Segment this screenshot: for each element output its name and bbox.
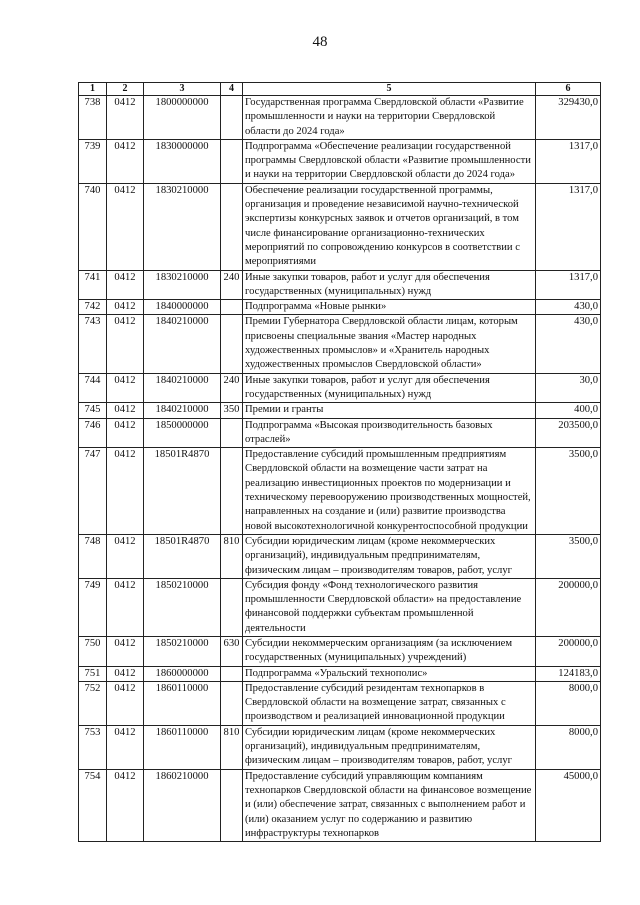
section-code-cell: 0412 [107,139,144,183]
expense-type-cell [221,578,243,636]
table-row [79,315,601,373]
row-number-cell: 741 [79,270,107,300]
row-number-cell: 753 [79,725,107,769]
section-code-cell: 0412 [107,270,144,300]
section-code-cell: 0412 [107,315,144,373]
section-code-cell: 0412 [107,534,144,578]
table-header-row [79,83,601,96]
item-name-cell: Подпрограмма «Высокая производительность базовых отраслей» [243,418,536,448]
target-article-cell: 18501R4870 [144,448,221,535]
item-name-cell: Субсидии юридическим лицам (кроме некоммерческих организаций), индивидуальным предпринимателям, физическим лицам – производителям товаров, работ, услуг [243,534,536,578]
page-number: 48 [312,34,328,50]
expense-type-cell: 810 [221,534,243,578]
table-row [79,725,601,769]
item-name-cell: Премии и гранты [243,403,536,418]
row-number-cell: 745 [79,403,107,418]
item-name-cell: Иные закупки товаров, работ и услуг для обеспечения государственных (муниципальных) нужд [243,270,536,300]
amount-cell: 203500,0 [536,418,601,448]
expense-type-cell [221,681,243,725]
amount-cell: 3500,0 [536,534,601,578]
section-code-cell: 0412 [107,373,144,403]
item-name-cell: Предоставление субсидий управляющим компаниям технопарков Свердловской области на финансовое возмещение и (или) обеспечение затрат, связанных с выполнением работ и (или) оказанием услуг по содержанию и развитию инфраструктуры технопарков [243,769,536,841]
amount-cell: 329430,0 [536,96,601,140]
expense-type-cell: 630 [221,636,243,666]
target-article-cell: 1840000000 [144,300,221,315]
target-article-cell: 1840210000 [144,373,221,403]
row-number-cell: 744 [79,373,107,403]
target-article-cell: 18501R4870 [144,534,221,578]
item-name-cell: Субсидия фонду «Фонд технологического развития промышленности Свердловской области» на предоставление финансовой поддержки субъектам промышленной деятельности [243,578,536,636]
amount-cell: 8000,0 [536,681,601,725]
table-row [79,403,601,418]
amount-cell: 1317,0 [536,139,601,183]
header-col-3: 3 [144,83,221,96]
section-code-cell: 0412 [107,96,144,140]
item-name-cell: Государственная программа Свердловской области «Развитие промышленности и науки на территории Свердловской области до 2024 года» [243,96,536,140]
table-row [79,418,601,448]
table-row [79,534,601,578]
expense-type-cell: 240 [221,373,243,403]
amount-cell: 430,0 [536,300,601,315]
target-article-cell: 1860210000 [144,769,221,841]
item-name-cell: Предоставление субсидий промышленным предприятиям Свердловской области на возмещение части затрат на реализацию инвестиционных проектов по модернизации и техническому перевооружению производственных мощностей, направленных на создание и (или) развитие производства новой высокотехнологичной конкурентоспособной продукции [243,448,536,535]
row-number-cell: 740 [79,183,107,270]
amount-cell: 400,0 [536,403,601,418]
target-article-cell: 1860110000 [144,681,221,725]
header-col-5: 5 [243,83,536,96]
table-row [79,681,601,725]
expense-type-cell: 350 [221,403,243,418]
table-row [79,139,601,183]
table-row [79,300,601,315]
section-code-cell: 0412 [107,183,144,270]
header-col-2: 2 [107,83,144,96]
section-code-cell: 0412 [107,636,144,666]
expense-type-cell [221,418,243,448]
expense-type-cell [221,448,243,535]
table-row [79,578,601,636]
target-article-cell: 1830210000 [144,183,221,270]
table-row [79,183,601,270]
amount-cell: 45000,0 [536,769,601,841]
section-code-cell: 0412 [107,403,144,418]
section-code-cell: 0412 [107,666,144,681]
target-article-cell: 1850210000 [144,578,221,636]
amount-cell: 124183,0 [536,666,601,681]
expense-type-cell: 810 [221,725,243,769]
amount-cell: 200000,0 [536,636,601,666]
section-code-cell: 0412 [107,578,144,636]
row-number-cell: 751 [79,666,107,681]
section-code-cell: 0412 [107,769,144,841]
amount-cell: 8000,0 [536,725,601,769]
row-number-cell: 743 [79,315,107,373]
section-code-cell: 0412 [107,300,144,315]
table-row [79,373,601,403]
expense-type-cell [221,666,243,681]
expense-type-cell [221,96,243,140]
item-name-cell: Подпрограмма «Новые рынки» [243,300,536,315]
amount-cell: 200000,0 [536,578,601,636]
section-code-cell: 0412 [107,725,144,769]
expense-type-cell [221,315,243,373]
header-col-6: 6 [536,83,601,96]
expense-type-cell [221,300,243,315]
target-article-cell: 1830210000 [144,270,221,300]
row-number-cell: 754 [79,769,107,841]
table-row [79,448,601,535]
expense-type-cell: 240 [221,270,243,300]
row-number-cell: 748 [79,534,107,578]
item-name-cell: Иные закупки товаров, работ и услуг для обеспечения государственных (муниципальных) нужд [243,373,536,403]
amount-cell: 3500,0 [536,448,601,535]
target-article-cell: 1830000000 [144,139,221,183]
item-name-cell: Обеспечение реализации государственной программы, организация и проведение независимой научно-технической экспертизы конкурсных заявок и отчетов организаций, в том числе финансирование организационно-технических мероприятий по сопровождению конкурсов в соответствии с мероприятиями [243,183,536,270]
target-article-cell: 1860000000 [144,666,221,681]
table-row [79,270,601,300]
item-name-cell: Субсидии некоммерческим организациям (за исключением государственных (муниципальных) учреждений) [243,636,536,666]
table-row [79,666,601,681]
target-article-cell: 1800000000 [144,96,221,140]
row-number-cell: 752 [79,681,107,725]
section-code-cell: 0412 [107,418,144,448]
item-name-cell: Премии Губернатора Свердловской области лицам, которым присвоены специальные звания «Мастер народных художественных промыслов» и «Хранитель народных художественных промыслов Свердловской области» [243,315,536,373]
target-article-cell: 1840210000 [144,403,221,418]
expense-type-cell [221,769,243,841]
amount-cell: 1317,0 [536,270,601,300]
row-number-cell: 738 [79,96,107,140]
table-row [79,96,601,140]
amount-cell: 1317,0 [536,183,601,270]
item-name-cell: Субсидии юридическим лицам (кроме некоммерческих организаций), индивидуальным предпринимателям, физическим лицам – производителям товаров, работ, услуг [243,725,536,769]
target-article-cell: 1850210000 [144,636,221,666]
row-number-cell: 749 [79,578,107,636]
amount-cell: 30,0 [536,373,601,403]
row-number-cell: 742 [79,300,107,315]
table-row [79,636,601,666]
row-number-cell: 750 [79,636,107,666]
amount-cell: 430,0 [536,315,601,373]
expense-type-cell [221,139,243,183]
row-number-cell: 747 [79,448,107,535]
section-code-cell: 0412 [107,681,144,725]
row-number-cell: 739 [79,139,107,183]
item-name-cell: Предоставление субсидий резидентам технопарков в Свердловской области на возмещение затрат, связанных с производством и реализацией инновационной продукции [243,681,536,725]
target-article-cell: 1850000000 [144,418,221,448]
target-article-cell: 1840210000 [144,315,221,373]
header-col-1: 1 [79,83,107,96]
budget-table [78,82,601,842]
item-name-cell: Подпрограмма «Уральский технополис» [243,666,536,681]
target-article-cell: 1860110000 [144,725,221,769]
expense-type-cell [221,183,243,270]
header-col-4: 4 [221,83,243,96]
table-body [79,96,601,842]
item-name-cell: Подпрограмма «Обеспечение реализации государственной программы Свердловской области «Развитие промышленности и науки на территории Свердловской области до 2024 года» [243,139,536,183]
table-row [79,769,601,841]
row-number-cell: 746 [79,418,107,448]
section-code-cell: 0412 [107,448,144,535]
